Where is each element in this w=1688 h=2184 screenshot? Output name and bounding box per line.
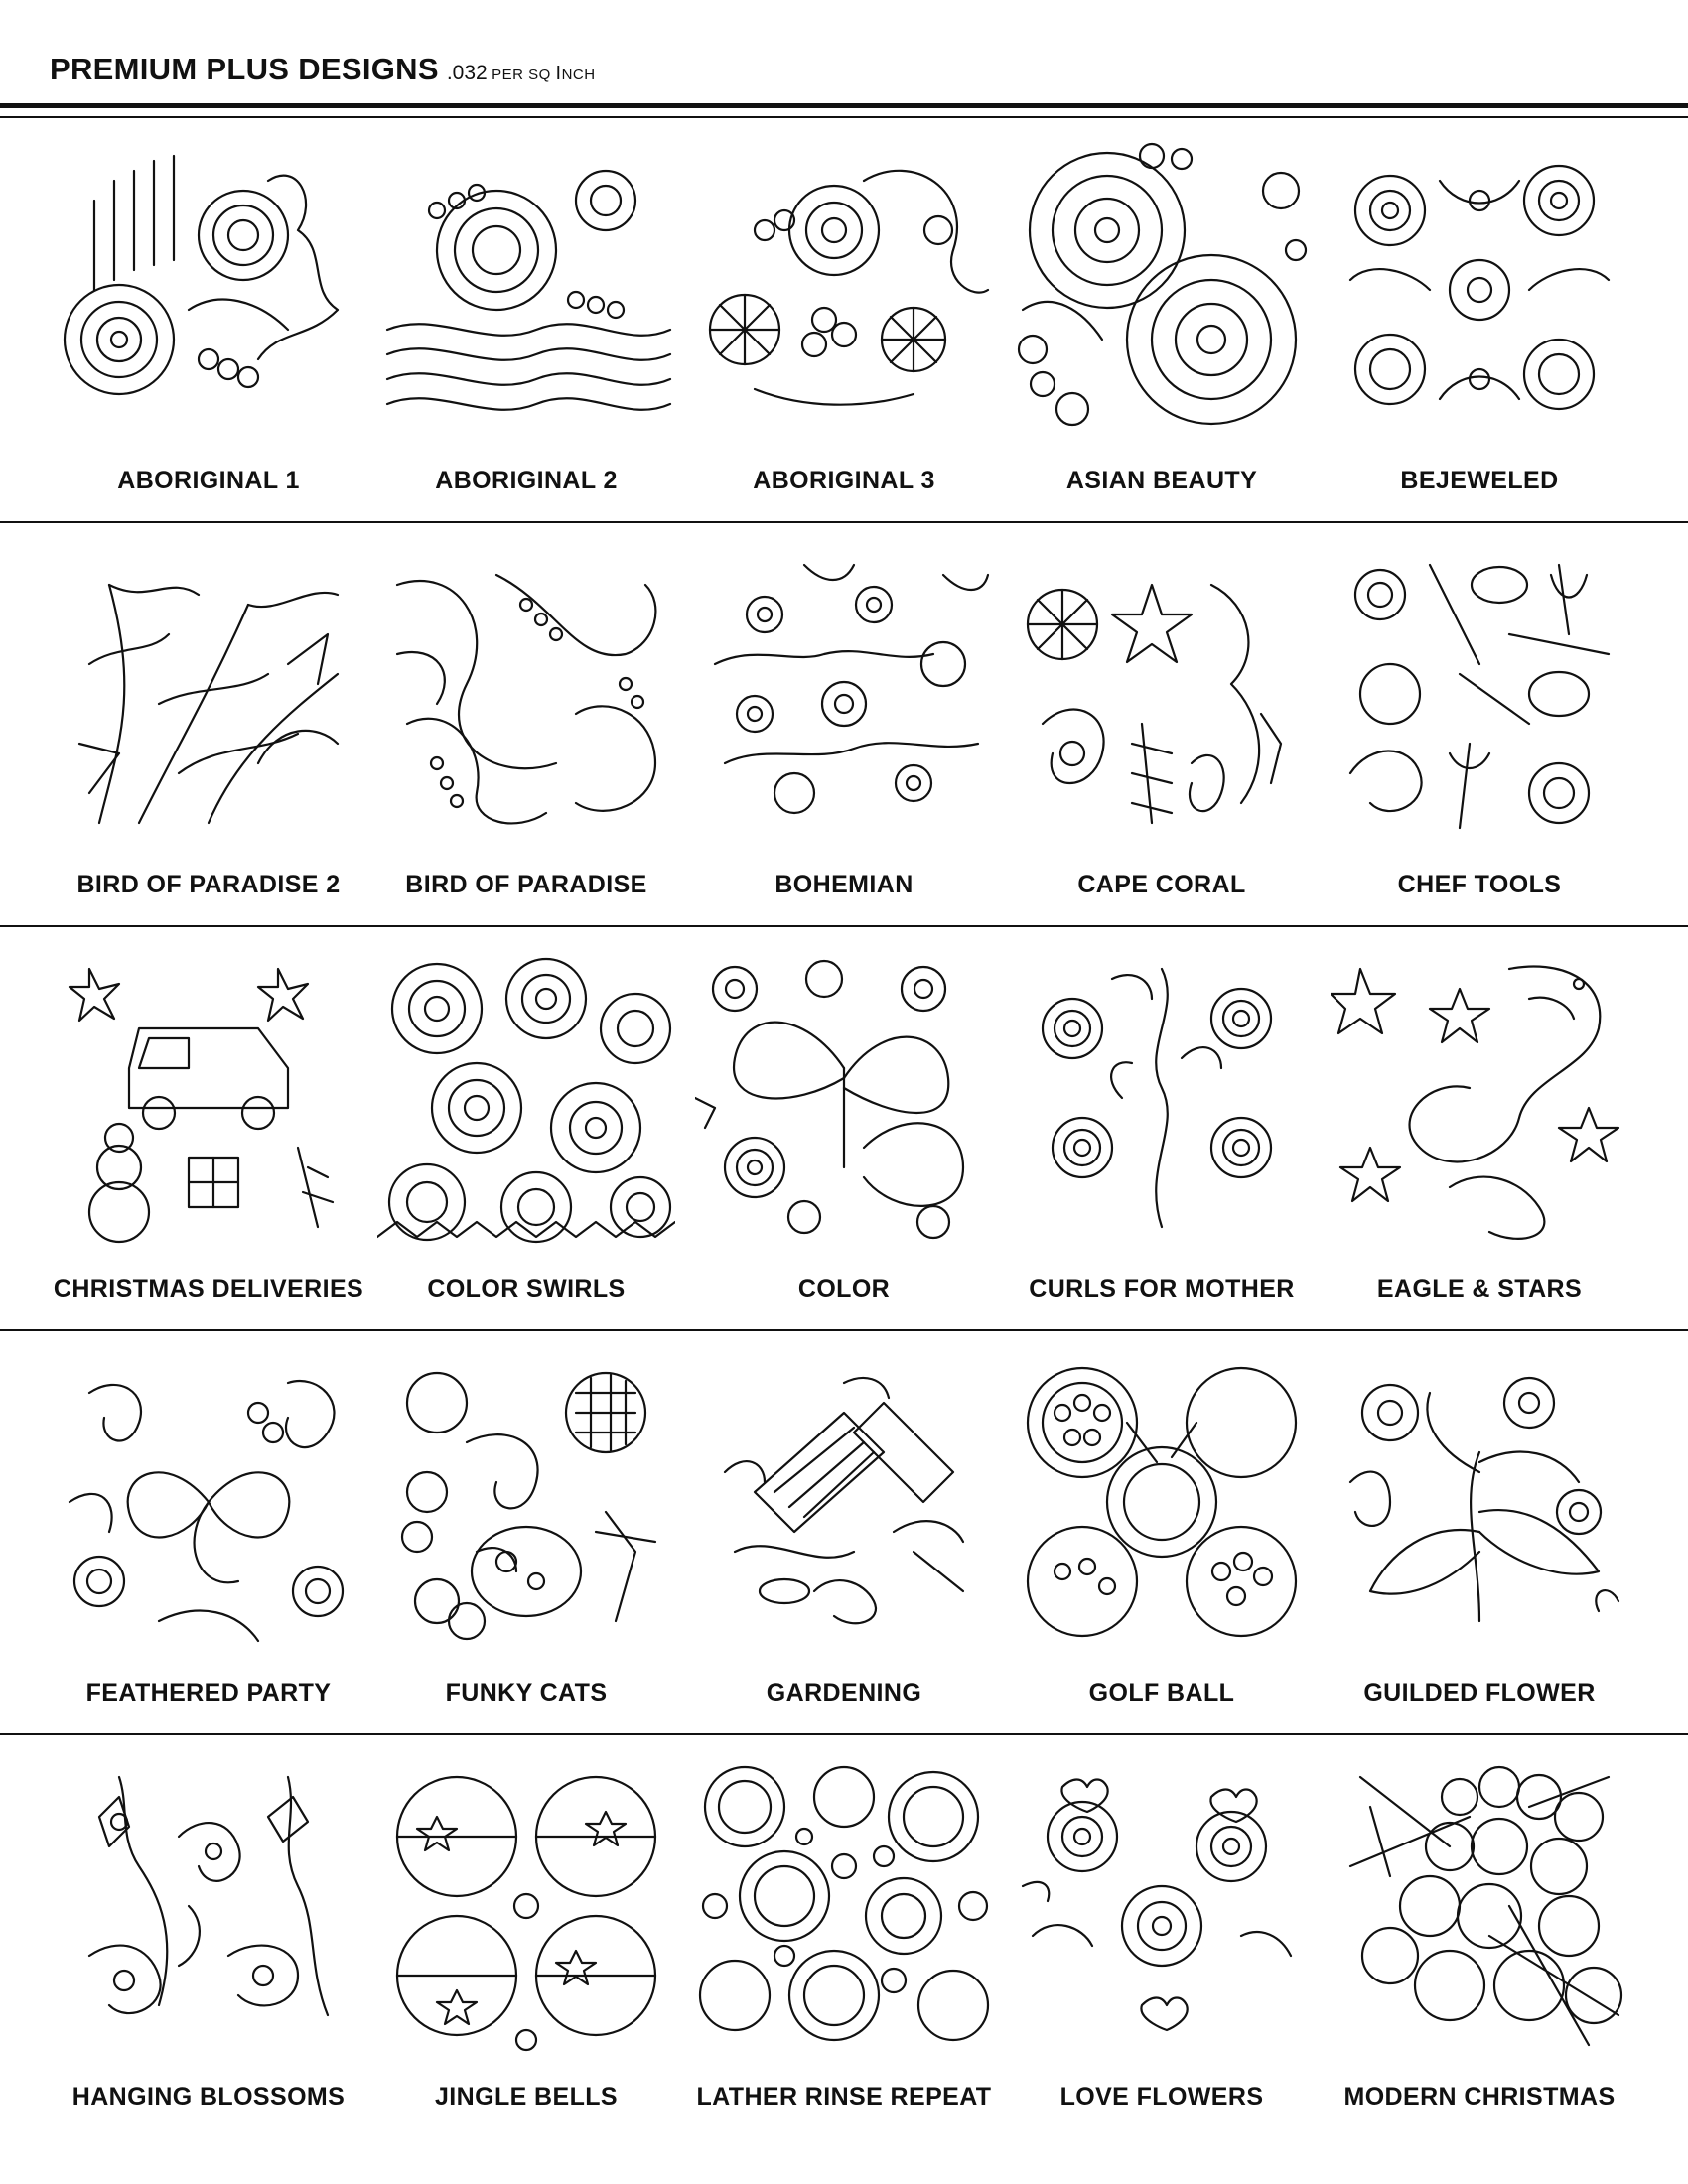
design-row <box>0 119 1688 523</box>
price-unit-prefix: PER SQ <box>492 67 551 83</box>
chef-tools-pattern-icon <box>1331 545 1628 843</box>
design-name: JINGLE BELLS <box>435 2083 618 2111</box>
price-per-sq-inch: .032 <box>446 62 488 84</box>
rose-swirl-pattern-icon <box>377 949 675 1247</box>
design-name: FEATHERED PARTY <box>85 1679 332 1706</box>
bird-of-paradise-pattern-icon <box>60 545 357 843</box>
design-row <box>0 927 1688 1331</box>
page-header <box>50 52 596 96</box>
design-tile <box>685 119 1003 523</box>
price-unit-rest: NCH <box>561 67 596 83</box>
design-name: GARDENING <box>766 1679 922 1706</box>
design-name: BEJEWELED <box>1400 467 1559 494</box>
feather-swirl-pattern-icon <box>377 545 675 843</box>
design-tile <box>50 523 367 927</box>
design-tile <box>367 119 685 523</box>
design-name: HANGING BLOSSOMS <box>71 2083 346 2111</box>
design-name: ASIAN BEAUTY <box>1065 467 1258 494</box>
design-tile <box>1321 523 1638 927</box>
design-tile <box>1321 1331 1638 1735</box>
design-tile <box>50 1331 367 1735</box>
design-name: CURLS FOR MOTHER <box>1029 1275 1295 1302</box>
bubble-circle-pattern-icon <box>695 1757 993 2055</box>
design-name: CHRISTMAS DELIVERIES <box>53 1275 364 1302</box>
design-tile <box>1003 523 1321 927</box>
swirl-bubble-pattern-icon <box>1013 141 1311 439</box>
golf-ball-pattern-icon <box>1013 1353 1311 1651</box>
design-tile <box>367 927 685 1331</box>
design-tile <box>1321 1735 1638 2139</box>
funky-cats-pattern-icon <box>377 1353 675 1651</box>
design-tile <box>685 1735 1003 2139</box>
design-name: COLOR SWIRLS <box>427 1275 626 1302</box>
design-tile <box>50 1735 367 2139</box>
design-tile <box>367 1331 685 1735</box>
design-tile <box>685 1331 1003 1735</box>
design-tile <box>685 523 1003 927</box>
aboriginal-flower-pattern-icon <box>695 141 993 439</box>
design-tile <box>1321 119 1638 523</box>
price-unit-cap: I <box>555 63 562 84</box>
heart-flower-pattern-icon <box>1013 1757 1311 2055</box>
design-name: BIRD OF PARADISE 2 <box>76 871 341 898</box>
gilded-flower-pattern-icon <box>1331 1353 1628 1651</box>
page-title: PREMIUM PLUS DESIGNS <box>50 52 439 86</box>
christmas-truck-pattern-icon <box>60 949 357 1247</box>
design-name: COLOR <box>797 1275 891 1302</box>
feather-party-pattern-icon <box>60 1353 357 1651</box>
design-name: BOHEMIAN <box>774 871 914 898</box>
curl-flower-pattern-icon <box>1013 949 1311 1247</box>
price-unit <box>492 63 596 84</box>
bohemian-floral-pattern-icon <box>695 545 993 843</box>
design-name: CHEF TOOLS <box>1397 871 1562 898</box>
design-name: ABORIGINAL 1 <box>117 467 300 494</box>
design-name: ABORIGINAL 2 <box>435 467 618 494</box>
design-tile <box>1003 1331 1321 1735</box>
seashell-coral-pattern-icon <box>1013 545 1311 843</box>
aboriginal-swirl-pattern-icon <box>60 141 357 439</box>
hanging-blossom-pattern-icon <box>60 1757 357 2055</box>
design-tile <box>1003 927 1321 1331</box>
eagle-stars-pattern-icon <box>1331 949 1628 1247</box>
design-tile <box>1003 1735 1321 2139</box>
design-row <box>0 1735 1688 2139</box>
header-rule-thin <box>0 116 1688 118</box>
design-name: CAPE CORAL <box>1077 871 1246 898</box>
flower-swirl-pattern-icon <box>1331 141 1628 439</box>
gardening-tools-pattern-icon <box>695 1353 993 1651</box>
design-name: GOLF BALL <box>1088 1679 1235 1706</box>
modern-ornament-pattern-icon <box>1331 1757 1628 2055</box>
design-tile <box>367 1735 685 2139</box>
butterfly-flower-pattern-icon <box>695 949 993 1247</box>
design-name: LATHER RINSE REPEAT <box>696 2083 992 2111</box>
design-name: ABORIGINAL 3 <box>753 467 935 494</box>
design-name: GUILDED FLOWER <box>1363 1679 1596 1706</box>
design-tile <box>50 119 367 523</box>
jingle-bell-pattern-icon <box>377 1757 675 2055</box>
aboriginal-wave-pattern-icon <box>377 141 675 439</box>
design-tile <box>50 927 367 1331</box>
design-tile <box>1003 119 1321 523</box>
design-tile <box>685 927 1003 1331</box>
design-tile <box>367 523 685 927</box>
header-rule-thick <box>0 103 1688 108</box>
design-tile <box>1321 927 1638 1331</box>
design-name: LOVE FLOWERS <box>1059 2083 1264 2111</box>
design-row <box>0 523 1688 927</box>
design-name: BIRD OF PARADISE <box>405 871 647 898</box>
design-name: MODERN CHRISTMAS <box>1343 2083 1616 2111</box>
design-name: FUNKY CATS <box>445 1679 608 1706</box>
design-name: EAGLE & STARS <box>1376 1275 1583 1302</box>
design-row <box>0 1331 1688 1735</box>
